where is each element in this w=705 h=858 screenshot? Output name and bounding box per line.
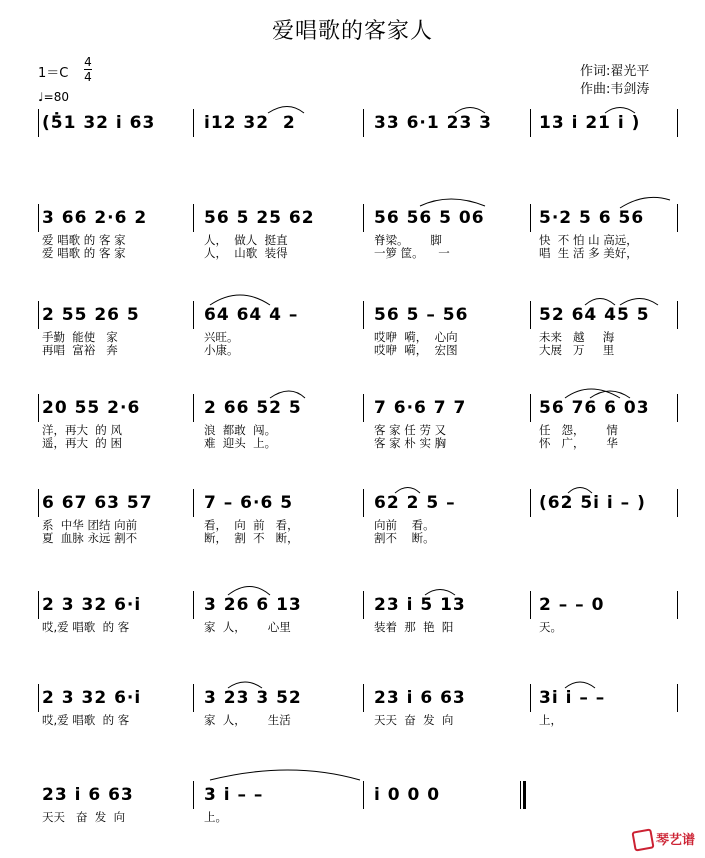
lyric-line: 客 家 朴 实 胸 <box>374 436 447 450</box>
bar-line <box>38 394 39 422</box>
bar-line <box>677 204 678 232</box>
bar-line <box>363 204 364 232</box>
lyric-line: 兴旺。 <box>204 330 239 344</box>
lyric-line: 哎咿 嗬， 宏图 <box>374 343 458 357</box>
lyric-line: 割不 断。 <box>374 531 435 545</box>
bar-line <box>38 684 39 712</box>
measure-notes: 6 67 63 57 <box>42 493 153 513</box>
lyric-line: 未来 越 海 <box>539 330 615 344</box>
lyric-line: 快 不 怕 山 高远， <box>539 233 638 247</box>
bar-line <box>193 781 194 809</box>
measure-notes: (5̇1 32 i 63 <box>42 113 156 133</box>
measure-notes: 64 64 4 – <box>204 305 299 325</box>
bar-line <box>530 591 531 619</box>
bar-line <box>677 394 678 422</box>
measure-notes: 3 26 6 13 <box>204 595 302 615</box>
bar-line <box>677 109 678 137</box>
lyric-line: 断， 割 不 断， <box>204 531 299 545</box>
measure-notes: 2 3 32 6·i <box>42 595 142 615</box>
measure-notes: 13 i 21 i ) <box>539 113 641 133</box>
bar-line <box>530 204 531 232</box>
lyric-line: 人， 山歌 装得 <box>204 246 288 260</box>
slur <box>620 197 670 208</box>
lyric-line: 人， 做人 挺直 <box>204 233 288 247</box>
lyric-line: 怀 广， 华 <box>539 436 618 450</box>
measure-notes: 20 55 2·6 <box>42 398 141 418</box>
slur <box>228 587 270 596</box>
measure-notes: i12 32 2 <box>204 113 296 133</box>
tempo-mark: ♩=80 <box>38 90 69 104</box>
bar-line <box>530 684 531 712</box>
time-top: 4 <box>84 55 92 69</box>
key-signature: 1＝C <box>38 66 69 81</box>
bar-line <box>38 301 39 329</box>
lyric-line: 天天 奋 发 向 <box>374 713 454 727</box>
bar-line <box>677 591 678 619</box>
lyric-line: 手勤 能使 家 <box>42 330 118 344</box>
lyric-line: 再唱 富裕 奔 <box>42 343 118 357</box>
bar-line <box>530 489 531 517</box>
bar-line <box>38 591 39 619</box>
measure-notes: 5·2 5 6 56 <box>539 208 645 228</box>
lyric-line: 唱 生 活 多 美好， <box>539 246 638 260</box>
lyric-line: 看， 向 前 看， <box>204 518 299 532</box>
slur <box>565 389 620 398</box>
lyric-line: 爱 唱歌 的 客 家 <box>42 246 126 260</box>
bar-line <box>363 109 364 137</box>
measure-notes: 56 5 25 62 <box>204 208 315 228</box>
bar-line <box>193 591 194 619</box>
bar-line <box>363 489 364 517</box>
site-logo: 琴艺谱 <box>633 829 695 851</box>
composer: 作曲:韦剑涛 <box>580 82 650 97</box>
lyric-line: 脊梁。 脚 <box>374 233 442 247</box>
slur <box>590 391 630 398</box>
lyric-line: 小康。 <box>204 343 239 357</box>
lyric-line: 哎咿 嗬， 心向 <box>374 330 458 344</box>
lyric-line: 洋，再大 的 风 <box>42 423 122 437</box>
song-title: 爱唱歌的客家人 <box>271 19 433 44</box>
lyric-line: 天天 奋 发 向 <box>42 810 126 824</box>
measure-notes: 2 3 32 6·i <box>42 688 142 708</box>
lyric-line: 一箩 筐。 一 <box>374 246 450 260</box>
bar-line <box>38 489 39 517</box>
bar-line <box>677 684 678 712</box>
measure-notes: 56 5 – 56 <box>374 305 469 325</box>
slur <box>210 770 360 780</box>
measure-notes: (62 5i i – ) <box>539 493 646 513</box>
logo-icon <box>631 828 654 851</box>
bar-line <box>193 489 194 517</box>
lyric-line: 难 迎头 上。 <box>204 436 277 450</box>
measure-notes: 3 i – – <box>204 785 264 805</box>
lyricist: 作词:翟光平 <box>580 64 650 79</box>
lyric-line: 天。 <box>539 620 562 634</box>
lyric-line: 任 怨， 情 <box>539 423 618 437</box>
measure-notes: 56 76 6 03 <box>539 398 650 418</box>
lyric-line: 客 家 任 劳 又 <box>374 423 447 437</box>
lyric-line: 家 人， 生活 <box>204 713 291 727</box>
lyric-line: 爱 唱歌 的 客 家 <box>42 233 126 247</box>
lyric-line: 系 中华 团结 向前 <box>42 518 138 532</box>
measure-notes: 7 – 6·6 5 <box>204 493 294 513</box>
lyric-line: 装着 那 艳 阳 <box>374 620 454 634</box>
bar-line <box>193 684 194 712</box>
measure-notes: 23 i 6 63 <box>374 688 466 708</box>
lyric-line: 大展 万 里 <box>539 343 615 357</box>
lyric-line: 浪 都敢 闯。 <box>204 423 277 437</box>
measure-notes: 3 23 3 52 <box>204 688 302 708</box>
bar-line <box>363 301 364 329</box>
measure-notes: 23 i 5 13 <box>374 595 466 615</box>
slur <box>420 199 485 206</box>
bar-line <box>193 301 194 329</box>
measure-notes: 3 66 2·6 2 <box>42 208 148 228</box>
lyric-line: 哎,爱 唱歌 的 客 <box>42 620 130 634</box>
final-bar-line <box>523 781 526 809</box>
measure-notes: 33 6·1 23 3 <box>374 113 493 133</box>
bar-line <box>363 394 364 422</box>
bar-line <box>530 301 531 329</box>
lyric-line: 夏 血脉 永远 割不 <box>42 531 138 545</box>
measure-notes: 2 66 52 5 <box>204 398 302 418</box>
time-bottom: 4 <box>84 70 92 84</box>
bar-line <box>677 489 678 517</box>
bar-line <box>363 684 364 712</box>
measure-notes: 2 – – 0 <box>539 595 605 615</box>
lyric-line: 向前 看。 <box>374 518 435 532</box>
bar-line <box>363 781 364 809</box>
bar-line <box>520 781 521 809</box>
bar-line <box>38 204 39 232</box>
bar-line <box>193 394 194 422</box>
lyric-line: 哎,爱 唱歌 的 客 <box>42 713 130 727</box>
measure-notes: 52 64 45 5 <box>539 305 650 325</box>
bar-line <box>193 204 194 232</box>
measure-notes: 62 2 5 – <box>374 493 456 513</box>
lyric-line: 上， <box>539 713 562 727</box>
bar-line <box>363 591 364 619</box>
slur <box>210 295 270 305</box>
measure-notes: 56 56 5 06 <box>374 208 485 228</box>
bar-line <box>38 109 39 137</box>
measure-notes: 3i i – – <box>539 688 606 708</box>
slur <box>270 391 305 398</box>
measure-notes: 2 55 26 5 <box>42 305 140 325</box>
measure-notes: 23 i 6 63 <box>42 785 134 805</box>
lyric-line: 家 人， 心里 <box>204 620 291 634</box>
measure-notes: 7 6·6 7 7 <box>374 398 467 418</box>
bar-line <box>193 109 194 137</box>
time-signature <box>84 55 92 84</box>
bar-line <box>530 109 531 137</box>
bar-line <box>677 301 678 329</box>
bar-line <box>530 394 531 422</box>
measure-notes: i 0 0 0 <box>374 785 441 805</box>
lyric-line: 遥，再大 的 困 <box>42 436 122 450</box>
lyric-line: 上。 <box>204 810 227 824</box>
